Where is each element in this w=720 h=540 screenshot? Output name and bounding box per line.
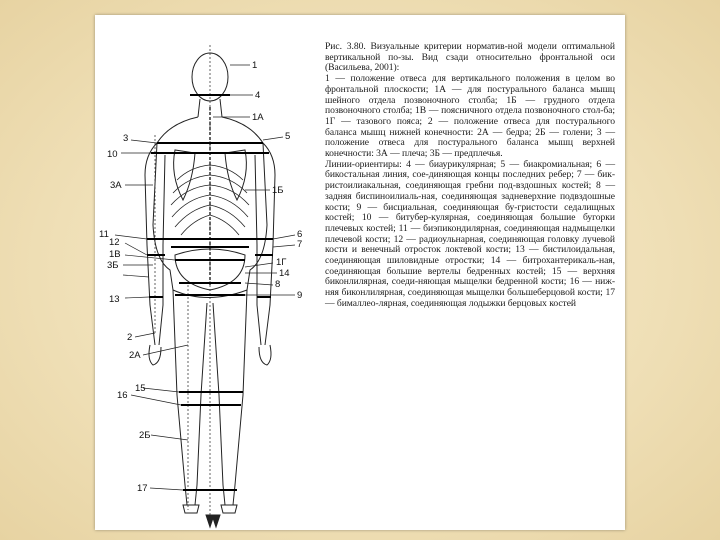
label-10: 10: [107, 149, 118, 160]
label-1: 1: [252, 60, 258, 71]
label-8: 8: [275, 279, 281, 290]
caption-title: Рис. 3.80. Визуальные критерии норматив-ной модели оптимальной вертикальной по-зы. Вид сзади относительно фронтальной оси (Васильева, 2001):: [325, 41, 615, 74]
figure-caption: [325, 42, 615, 310]
label-1v: 1В: [109, 249, 121, 260]
left-foot: [183, 505, 199, 513]
leader-lines: [115, 65, 295, 490]
label-13: 13: [109, 294, 120, 305]
label-1a: 1А: [252, 112, 264, 123]
label-17: 17: [137, 483, 148, 494]
caption-lines-legend: Линии-ориентиры: 4 — биаурикулярная; 5 — биакромиальная; 6 — бикостальная линия, сое-диняющая концы последних ребер; 7 — бик-ристоилиакальная, соединяющая гребни под-вздошных костей; 8 — задняя биспиноилиаль-ная, соединяющая задневерхние подвздошные кости; 9 — бисциальная, соединяющая бу-гристости седалищных костей; 10 — битубер-кулярная, соединяющая большие бугорки плечевых костей; 11 — биэпикондилярная, соединяющая надмыщелки плечевой кости; 12 — радиоульнарная, соединяющая головку лучевой кости и венечный отросток локтевой кости; 13 — бистилоидальная, соединяющая шиловидные отростки; 14 — битрохантерикаль-ная, соединяющая большие вертелы бедренных костей; 15 — верхняя биконлилярная, соеди-няющая мыщелки бедренной кости; 16 — ниж-няя биконлилярная, соединяющая мыщелки большеберцовой кости; 17 — бималлео-лярная, соединяющая лодыжки берцовых костей: [325, 158, 615, 309]
left-hand: [149, 345, 161, 365]
right-leg-outline: [213, 290, 247, 505]
label-6: 6: [297, 229, 303, 240]
label-4: 4: [255, 90, 261, 101]
label-3: 3: [123, 133, 129, 144]
label-1b: 1Б: [272, 185, 284, 196]
label-3a: 3А: [110, 180, 122, 191]
left-leg-outline: [173, 290, 207, 505]
label-11: 11: [99, 229, 109, 240]
right-hand: [259, 345, 271, 365]
label-5: 5: [285, 131, 291, 142]
book-page: [95, 15, 625, 530]
caption-verticals-legend: 1 — положение отвеса для вертикального положения в целом во фронтальной плоскости; 1А — для постурального баланса мышц шейного отдела позвоночного столба; 1Б — грудного отдела позвоночного столба; 1В — поясничного отдела позвоночного стол-ба; 1Г — тазового пояса; 2 — положение отвеса для постурального баланса мышц нижней конечности: 2А — бедра; 2Б — голени; 3 — положение отвеса для постурального баланса мышц верхней конечности: 3А — плеча; 3Б — предплечья.: [325, 73, 615, 160]
label-16: 16: [117, 390, 128, 401]
label-2: 2: [127, 332, 133, 343]
plumb-bob-right: [212, 515, 220, 527]
label-12: 12: [109, 237, 120, 248]
label-15: 15: [135, 383, 146, 394]
label-2a: 2А: [129, 350, 141, 361]
label-9: 9: [297, 290, 303, 301]
label-14: 14: [279, 268, 290, 279]
right-foot: [221, 505, 237, 513]
label-7: 7: [297, 239, 303, 250]
label-3b: 3Б: [107, 260, 119, 271]
label-2b: 2Б: [139, 430, 151, 441]
label-1g: 1Г: [276, 257, 287, 268]
